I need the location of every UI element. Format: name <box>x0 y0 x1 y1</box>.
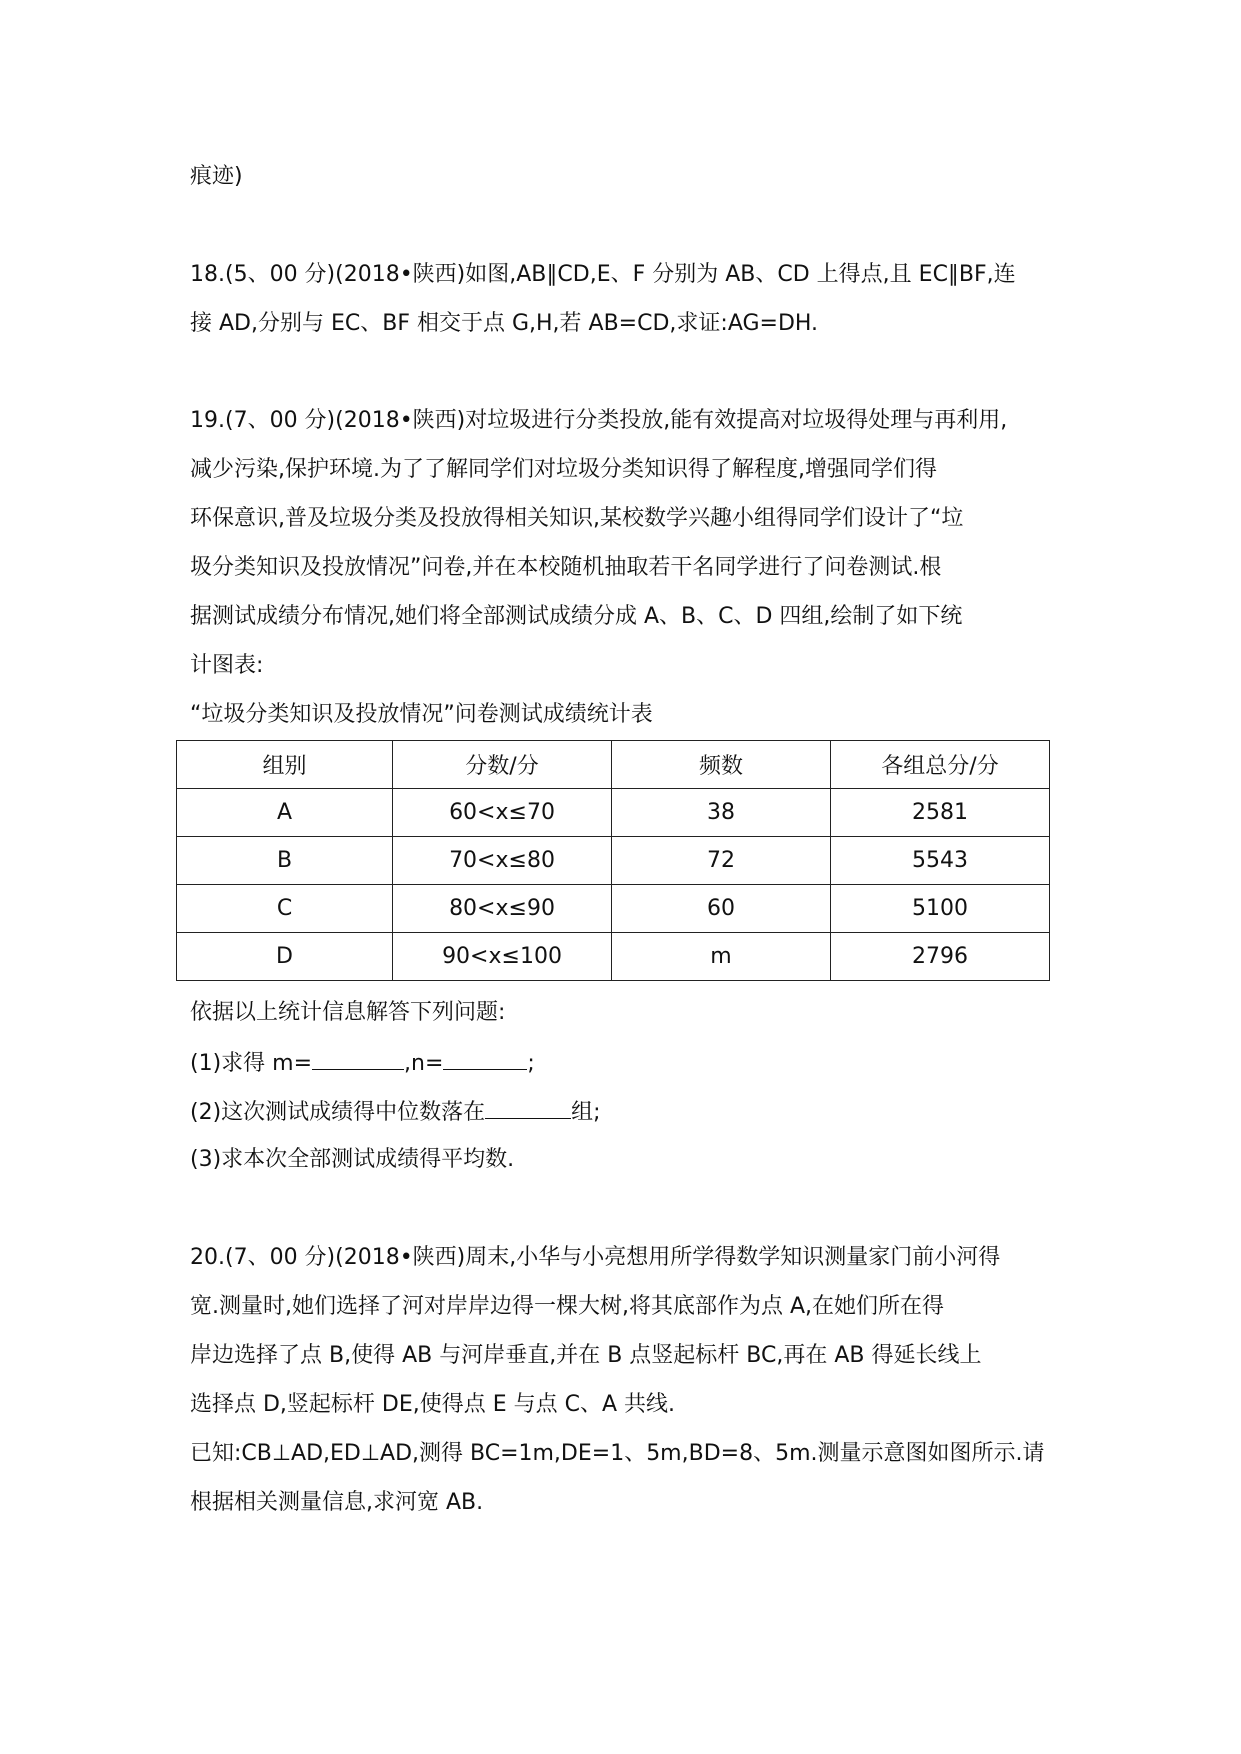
table-header-cell: 组别 <box>177 741 393 789</box>
q19-part-1-mid: ,n= <box>404 1051 444 1076</box>
table-cell: 5543 <box>831 837 1050 885</box>
q19-part-1-suffix: ; <box>527 1051 535 1076</box>
table-header-cell: 各组总分/分 <box>831 741 1050 789</box>
q20-line-4: 选择点 D,竖起标杆 DE,使得点 E 与点 C、A 共线. <box>190 1392 676 1417</box>
q19-part-2-suffix: 组; <box>571 1100 601 1125</box>
table-header-cell: 分数/分 <box>393 741 612 789</box>
table-header-cell: 频数 <box>612 741 831 789</box>
q17-tail-text: 痕迹) <box>190 164 243 189</box>
answer-blank-n[interactable] <box>443 1047 527 1070</box>
score-table <box>176 740 1050 981</box>
table-row <box>177 933 1050 981</box>
q19-intro: 依据以上统计信息解答下列问题: <box>190 1000 506 1025</box>
q19-line-2: 减少污染,保护环境.为了了解同学们对垃圾分类知识得了解程度,增强同学们得 <box>190 457 937 482</box>
table-cell: 38 <box>612 789 831 837</box>
q20-line-1: 20.(7、00 分)(2018•陕西)周末,小华与小亮想用所学得数学知识测量家门前小河得 <box>190 1245 1001 1270</box>
q19-part-2 <box>190 1096 601 1128</box>
table-cell: 70<x≤80 <box>393 837 612 885</box>
q19-line-4: 圾分类知识及投放情况”问卷,并在本校随机抽取若干名同学进行了问卷测试.根 <box>190 555 942 580</box>
q18-line-2: 接 AD,分别与 EC、BF 相交于点 G,H,若 AB=CD,求证:AG=DH. <box>190 311 819 336</box>
answer-blank-m[interactable] <box>312 1047 404 1070</box>
table-cell: B <box>177 837 393 885</box>
table-row <box>177 837 1050 885</box>
q19-part-2-prefix: (2)这次测试成绩得中位数落在 <box>190 1100 486 1125</box>
q20-line-3: 岸边选择了点 B,使得 AB 与河岸垂直,并在 B 点竖起标杆 BC,再在 AB 得延长线上 <box>190 1343 982 1368</box>
table-cell: D <box>177 933 393 981</box>
table-cell: 80<x≤90 <box>393 885 612 933</box>
table-row <box>177 885 1050 933</box>
table-cell: 5100 <box>831 885 1050 933</box>
table-row <box>177 789 1050 837</box>
q20-line-5: 已知:CB⊥AD,ED⊥AD,测得 BC=1m,DE=1、5m,BD=8、5m.测量示意图如图所示.请 <box>190 1441 1045 1466</box>
q20-line-2: 宽.测量时,她们选择了河对岸岸边得一棵大树,将其底部作为点 A,在她们所在得 <box>190 1294 945 1319</box>
table-cell: 72 <box>612 837 831 885</box>
q19-line-3: 环保意识,普及垃圾分类及投放得相关知识,某校数学兴趣小组得同学们设计了“垃 <box>190 506 964 531</box>
table-cell: 2581 <box>831 789 1050 837</box>
table-cell: 2796 <box>831 933 1050 981</box>
q19-part-3: (3)求本次全部测试成绩得平均数. <box>190 1147 515 1172</box>
table-cell: C <box>177 885 393 933</box>
q19-line-1: 19.(7、00 分)(2018•陕西)对垃圾进行分类投放,能有效提高对垃圾得处理与再利用, <box>190 408 1008 433</box>
q20-line-6: 根据相关测量信息,求河宽 AB. <box>190 1490 484 1515</box>
table-cell: 90<x≤100 <box>393 933 612 981</box>
q19-part-1 <box>190 1047 535 1079</box>
q19-line-5: 据测试成绩分布情况,她们将全部测试成绩分成 A、B、C、D 四组,绘制了如下统 <box>190 604 963 629</box>
table-title: “垃圾分类知识及投放情况”问卷测试成绩统计表 <box>190 702 653 727</box>
table-cell: m <box>612 933 831 981</box>
answer-blank-median-group[interactable] <box>485 1096 571 1119</box>
q19-line-6: 计图表: <box>190 653 264 678</box>
q19-part-1-prefix: (1)求得 m= <box>190 1051 313 1076</box>
table-cell: 60 <box>612 885 831 933</box>
table-cell: 60<x≤70 <box>393 789 612 837</box>
q18-line-1: 18.(5、00 分)(2018•陕西)如图,AB∥CD,E、F 分别为 AB、CD 上得点,且 EC∥BF,连 <box>190 262 1016 287</box>
table-cell: A <box>177 789 393 837</box>
table-header-row <box>177 741 1050 789</box>
